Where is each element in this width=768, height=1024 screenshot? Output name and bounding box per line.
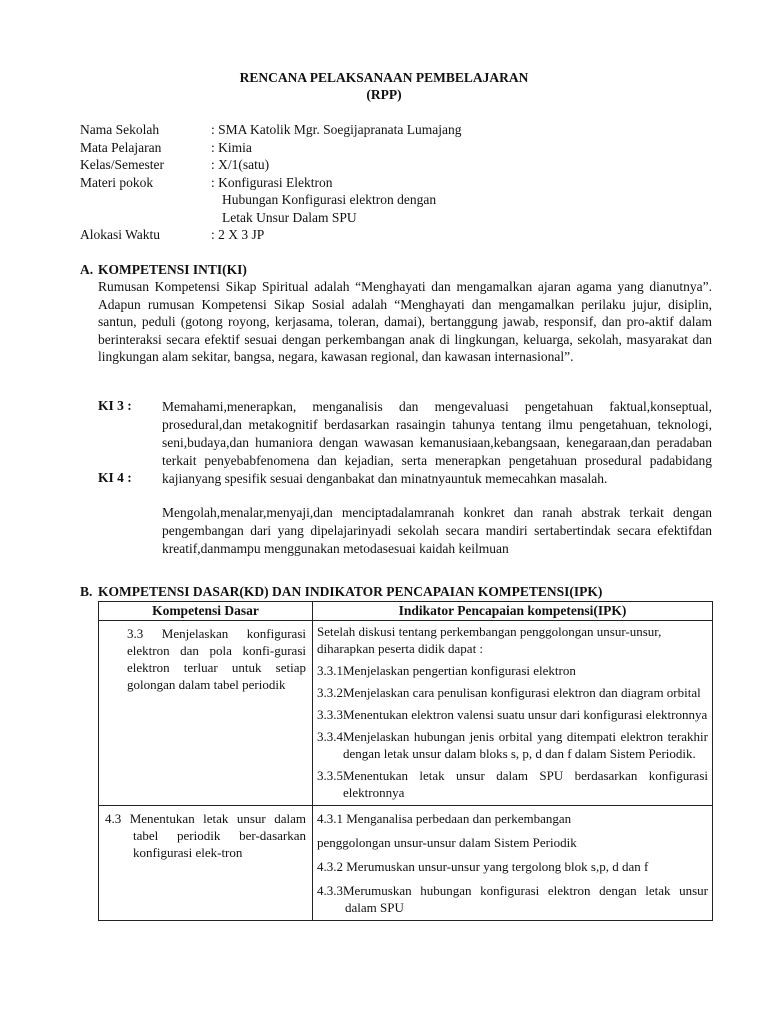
identity-value: Hubungan Konfigurasi elektron dengan <box>222 192 437 207</box>
section-title: KOMPETENSI DASAR(KD) DAN INDIKATOR PENCAPAIAN KOMPETENSI(IPK) <box>98 584 603 599</box>
section-a-heading <box>80 262 247 278</box>
ipk-number: 3.3.1 <box>317 663 343 678</box>
section-letter: A. <box>80 262 94 277</box>
identity-label: Nama Sekolah <box>80 122 160 137</box>
ipk-line: 4.3.2 Merumuskan unsur-unsur yang tergolong blok s,p, d dan f <box>317 859 649 874</box>
document-subtitle: (RPP) <box>366 87 402 102</box>
identity-value: : 2 X 3 JP <box>211 227 265 242</box>
ipk-number: 3.3.2 <box>317 685 343 700</box>
column-header-ipk: Indikator Pencapaian kompetensi(IPK) <box>313 602 713 621</box>
ipk-item <box>317 684 708 701</box>
kd-text: 3.3 Menjelaskan konfigurasi elektron dan pola konfi-gurasi elektron terluar untuk setiap golongan dalam tabel periodik <box>127 626 306 692</box>
identity-label: Alokasi Waktu <box>80 227 161 242</box>
ipk-item <box>317 662 708 679</box>
ki4-label: KI 4 : <box>98 470 132 485</box>
ipk-text: Menentukan elektron valensi suatu unsur dari konfigurasi elektronnya <box>343 707 708 722</box>
ipk-text: Menjelaskan cara penulisan konfigurasi elektron dan diagram orbital <box>343 685 701 700</box>
identity-value: : Konfigurasi Elektron <box>211 174 333 190</box>
section-b-heading <box>80 584 602 600</box>
ipk-line: 4.3.3Merumuskan hubungan konfigurasi elektron dengan letak unsur dalam SPU <box>317 883 708 915</box>
identity-row-topic-cont <box>80 209 461 227</box>
ipk-number: 3.3.4 <box>317 729 343 744</box>
identity-value: : X/1(satu) <box>211 157 270 172</box>
section-letter: B. <box>80 584 93 599</box>
ipk-text: Menentukan letak unsur dalam SPU berdasarkan konfigurasi elektronnya <box>343 768 708 800</box>
ki-paragraph: Rumusan Kompetensi Sikap Spiritual adalah “Menghayati dan mengamalkan ajaran agama yang dianutnya”. Adapun rumusan Kompetensi Sikap Sosial adalah “Menghayati dan mengamalkan perilaku jujur, disiplin, santun, peduli (gotong royong, kerjasama, toleran, damai), bertanggung jawab, responsif, dan pro-aktif dalam berinteraksi secara efektif sesuai dengan perkembangan anak di lingkungan, keluarga, sekolah, masyarakat dan lingkungan alam sekitar, bangsa, negara, kawasan regional, dan kawasan internasional”. <box>98 279 712 365</box>
ipk-text: Menjelaskan pengertian konfigurasi elektron <box>343 663 576 678</box>
identity-value: Letak Unsur Dalam SPU <box>222 209 357 225</box>
ipk-item <box>317 767 708 801</box>
identity-row-time <box>80 226 461 244</box>
table-row <box>99 806 713 921</box>
ipk-text: Menjelaskan hubungan jenis orbital yang ditempati elektron terakhir dengan letak unsur dalam bloks s, p, d dan f dalam Sistem Periodik. <box>343 729 708 761</box>
identity-row-subject <box>80 139 461 157</box>
ki3-text: Memahami,menerapkan, menganalisis dan mengevaluasi pengetahuan faktual,konseptual, prosedural,dan metakognitif berdasarkan rasaingin tahunya tentang ilmu pengetahuan, teknologi, seni,budaya,dan humaniora dengan wawasan kemanusiaan,kebangsaan, kenegaraan,dan peradaban terkait penyebabfenomena dan kejadian, serta menerapkan pengetahuan prosedural padabidang kajianyang spesifik sesuai denganbakat dan minatnyauntuk memecahkan masalah. <box>162 399 712 486</box>
ipk-number: 3.3.3 <box>317 707 343 722</box>
kd-ipk-table <box>98 601 713 921</box>
document-title: RENCANA PELAKSANAAN PEMBELAJARAN <box>239 70 529 85</box>
identity-label: Kelas/Semester <box>80 157 164 172</box>
identity-label: Materi pokok <box>80 174 154 190</box>
column-header-kd: Kompetensi Dasar <box>99 602 313 621</box>
identity-row-class <box>80 156 461 174</box>
table-row <box>99 621 713 806</box>
ipk-number: 3.3.5 <box>317 768 343 783</box>
identity-row-school <box>80 121 461 139</box>
ipk-cell <box>313 621 713 806</box>
identity-label: Mata Pelajaran <box>80 139 162 155</box>
identity-value: : Kimia <box>211 139 252 155</box>
kd-text: 4.3 Menentukan letak unsur dalam tabel periodik ber-dasarkan konfigurasi elek-tron <box>105 811 306 860</box>
identity-block <box>80 121 461 244</box>
ipk-cell <box>313 806 713 921</box>
ipk-line: penggolongan unsur-unsur dalam Sistem Periodik <box>317 835 577 850</box>
ipk-line: 4.3.1 Menganalisa perbedaan dan perkembangan <box>317 811 572 826</box>
table-header-row <box>99 602 713 621</box>
kd-cell <box>99 621 313 806</box>
section-title: KOMPETENSI INTI(KI) <box>98 262 247 277</box>
ipk-intro: Setelah diskusi tentang perkembangan penggolongan unsur-unsur, diharapkan peserta didik dapat : <box>317 624 662 656</box>
ipk-item <box>317 706 708 723</box>
ipk-item <box>317 728 708 762</box>
ki3-label: KI 3 : <box>98 398 132 413</box>
identity-value: : SMA Katolik Mgr. Soegijapranata Lumajang <box>211 122 462 137</box>
ki4-text: Mengolah,menalar,menyaji,dan menciptadalamranah konkret dan ranah abstrak terkait dengan pengembangan dari yang dipelajarinyadi sekolah secara mandiri sertabertindak secara efektifdan kreatif,danmampu menggunakan metodasesuai kaidah keilmuan <box>162 505 712 556</box>
kd-cell <box>99 806 313 921</box>
identity-row-topic <box>80 174 461 192</box>
identity-row-topic-cont <box>80 191 461 209</box>
